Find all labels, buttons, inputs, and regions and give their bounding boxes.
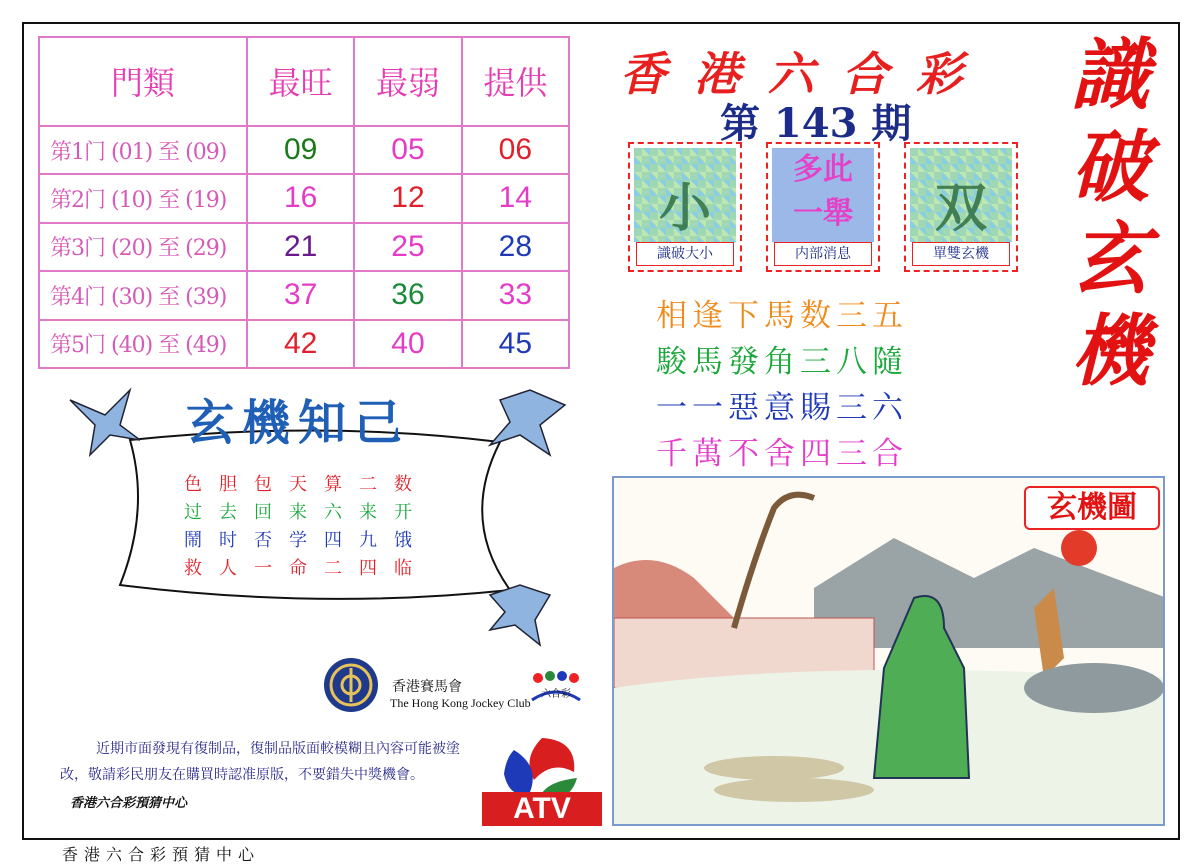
- header-hottest: 最旺: [247, 37, 354, 126]
- hint-box-caption: 識破大小: [636, 242, 734, 266]
- bird-icon: [490, 585, 550, 645]
- footer-credit: 香港六合彩預猜中心: [62, 845, 261, 864]
- title-char: 港: [694, 47, 740, 101]
- hint-boxes: [628, 142, 1018, 272]
- poem-line: 相逢下馬数三五: [656, 298, 908, 334]
- row-range-label: 第2门 (10) 至 (19): [39, 174, 247, 222]
- insider-line: 多此: [793, 152, 853, 187]
- hint-box-odd-even: [904, 142, 1018, 272]
- number-cell: 37: [247, 271, 354, 319]
- table-row: [39, 271, 569, 319]
- insider-text-image: [772, 148, 874, 242]
- header-weakest: 最弱: [354, 37, 461, 126]
- insider-line: 一舉: [793, 196, 853, 231]
- number-cell: 21: [247, 223, 354, 271]
- signature: 香港六合彩預猜中心: [70, 796, 188, 811]
- poem: [656, 290, 908, 474]
- hint-box-size: [628, 142, 742, 272]
- vertical-title-char: 破: [1070, 122, 1149, 213]
- hint-box-caption: 内部消息: [774, 242, 872, 266]
- mark-six-label: 六合彩: [541, 689, 571, 700]
- title-char: 彩: [916, 47, 962, 101]
- vertical-title-char: 機: [1070, 306, 1149, 397]
- number-cell: 42: [247, 320, 354, 368]
- number-cell: 06: [462, 126, 569, 174]
- row-range-label: 第3门 (20) 至 (29): [39, 223, 247, 271]
- number-cell: 45: [462, 320, 569, 368]
- number-table: [38, 36, 570, 369]
- verse-line: 色胆包天算二数: [184, 474, 429, 495]
- scroll-title: 玄機知己: [186, 395, 411, 451]
- poem-line: 一一惡意賜三六: [656, 390, 908, 426]
- row-range-label: 第5门 (40) 至 (49): [39, 320, 247, 368]
- scroll-verses: [184, 470, 429, 582]
- poem-line: 千萬不舍四三合: [656, 436, 908, 472]
- number-cell: 33: [462, 271, 569, 319]
- rock-shape: [1024, 663, 1164, 713]
- hidden-glyph: 双: [934, 178, 987, 239]
- header-provided: 提供: [462, 37, 569, 126]
- table-row: [39, 223, 569, 271]
- title-char: 香: [620, 47, 666, 101]
- vertical-title-char: 玄: [1070, 214, 1149, 305]
- number-cell: 14: [462, 174, 569, 222]
- table-row: [39, 174, 569, 222]
- verse-line: 鬧时否学四九饿: [184, 530, 429, 551]
- mark-six-logo: [528, 670, 584, 710]
- counterfeit-notice: 近期市面發現有復制品，復制品版面較模糊且內容可能被塗改，敬請彩民朋友在購買時認准原版，不要錯失中獎機會。: [60, 741, 460, 783]
- number-cell: 40: [354, 320, 461, 368]
- illustration-scene: [614, 478, 1165, 826]
- vertical-title-char: 識: [1070, 30, 1149, 121]
- bird-icon: [70, 390, 140, 455]
- hint-box-insider: [766, 142, 880, 272]
- tree-branch: [734, 495, 814, 628]
- poem-line: 駿馬發角三八隨: [656, 344, 908, 380]
- verse-line: 救人一命二四临: [184, 558, 429, 579]
- row-range-label: 第1门 (01) 至 (09): [39, 126, 247, 174]
- hidden-glyph: 小: [658, 178, 711, 239]
- table-row: [39, 126, 569, 174]
- stepping-stone: [704, 756, 844, 780]
- hkjc-logo-icon: [322, 656, 380, 714]
- number-cell: 36: [354, 271, 461, 319]
- number-cell: 25: [354, 223, 461, 271]
- title-char: 合: [842, 47, 888, 101]
- number-cell: 09: [247, 126, 354, 174]
- stepping-stone: [714, 778, 874, 802]
- sun-shape: [1061, 530, 1097, 566]
- picture-label: 玄機圖: [1024, 486, 1160, 530]
- mosaic-image: [910, 148, 1012, 242]
- number-cell: 16: [247, 174, 354, 222]
- bird-icon: [490, 390, 565, 455]
- hkjc-name-en: The Hong Kong Jockey Club: [390, 696, 531, 710]
- issue-number: 第 143 期: [720, 100, 912, 147]
- title-char: 六: [768, 47, 814, 101]
- number-cell: 12: [354, 174, 461, 222]
- table-header-row: [39, 37, 569, 126]
- hkjc-name-zh: 香港賽馬會: [392, 679, 462, 695]
- verse-line: 过去回来六来开: [184, 502, 429, 523]
- number-cell: 28: [462, 223, 569, 271]
- header-category: 門類: [39, 37, 247, 126]
- atv-label: ATV: [482, 792, 602, 826]
- table-row: [39, 320, 569, 368]
- vertical-title: [1060, 30, 1160, 398]
- number-cell: 05: [354, 126, 461, 174]
- hint-box-caption: 單雙玄機: [912, 242, 1010, 266]
- mosaic-image: [634, 148, 736, 242]
- row-range-label: 第4门 (30) 至 (39): [39, 271, 247, 319]
